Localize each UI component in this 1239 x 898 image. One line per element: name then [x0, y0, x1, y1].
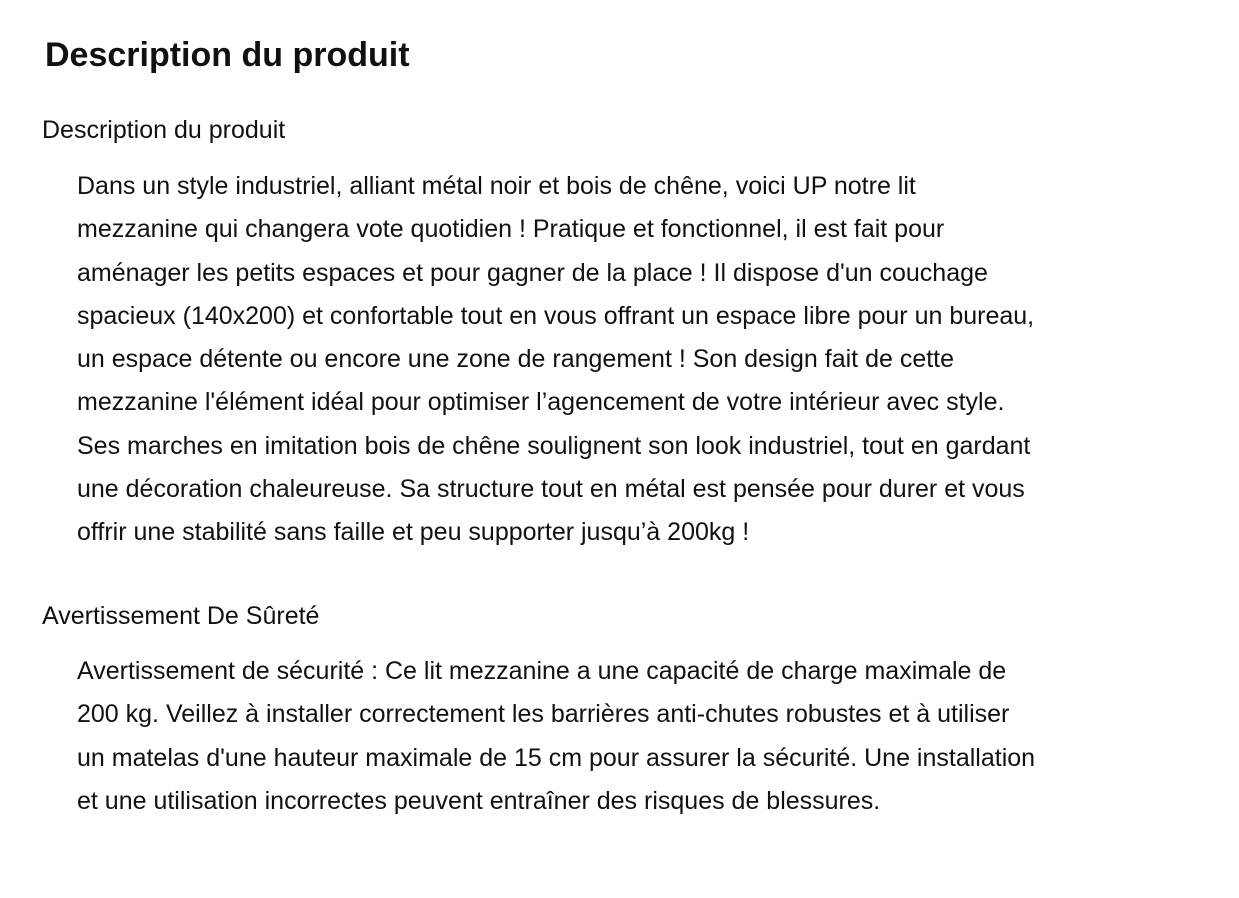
- paragraph-line: Dans un style industriel, alliant métal noir et bois de chêne, voici UP notre lit: [77, 172, 916, 200]
- safety-warning-paragraph: [77, 650, 1035, 823]
- paragraph-line: Avertissement de sécurité : Ce lit mezzanine a une capacité de charge maximale de: [77, 657, 1007, 685]
- paragraph-line: offrir une stabilité sans faille et peu supporter jusqu’à 200kg !: [77, 518, 750, 547]
- paragraph-line: mezzanine l'élément idéal pour optimiser l’agencement de votre intérieur avec style.: [77, 388, 1005, 417]
- paragraph-line: aménager les petits espaces et pour gagner de la place ! Il dispose d'un couchage: [77, 258, 988, 287]
- paragraph-line: 200 kg. Veillez à installer correctement les barrières anti-chutes robustes et à utiliser: [77, 700, 1010, 729]
- section-heading-safety-warning: Avertissement De Sûreté: [42, 602, 320, 630]
- paragraph-line: une décoration chaleureuse. Sa structure tout en métal est pensée pour durer et vous: [77, 475, 1025, 504]
- paragraph-line: et une utilisation incorrectes peuvent entraîner des risques de blessures.: [77, 786, 881, 815]
- paragraph-line: spacieux (140x200) et confortable tout en vous offrant un espace libre pour un bureau,: [77, 301, 1035, 330]
- page-title: Description du produit: [45, 36, 410, 74]
- section-heading-description: Description du produit: [42, 116, 286, 144]
- paragraph-line: un espace détente ou encore une zone de rangement ! Son design fait de cette: [77, 345, 955, 374]
- paragraph-line: mezzanine qui changera vote quotidien ! Pratique et fonctionnel, il est fait pour: [77, 215, 945, 244]
- paragraph-line: Ses marches en imitation bois de chêne soulignent son look industriel, tout en gardant: [77, 431, 1031, 460]
- description-paragraph: [77, 165, 1034, 555]
- paragraph-line: un matelas d'une hauteur maximale de 15 cm pour assurer la sécurité. Une installation: [77, 743, 1036, 772]
